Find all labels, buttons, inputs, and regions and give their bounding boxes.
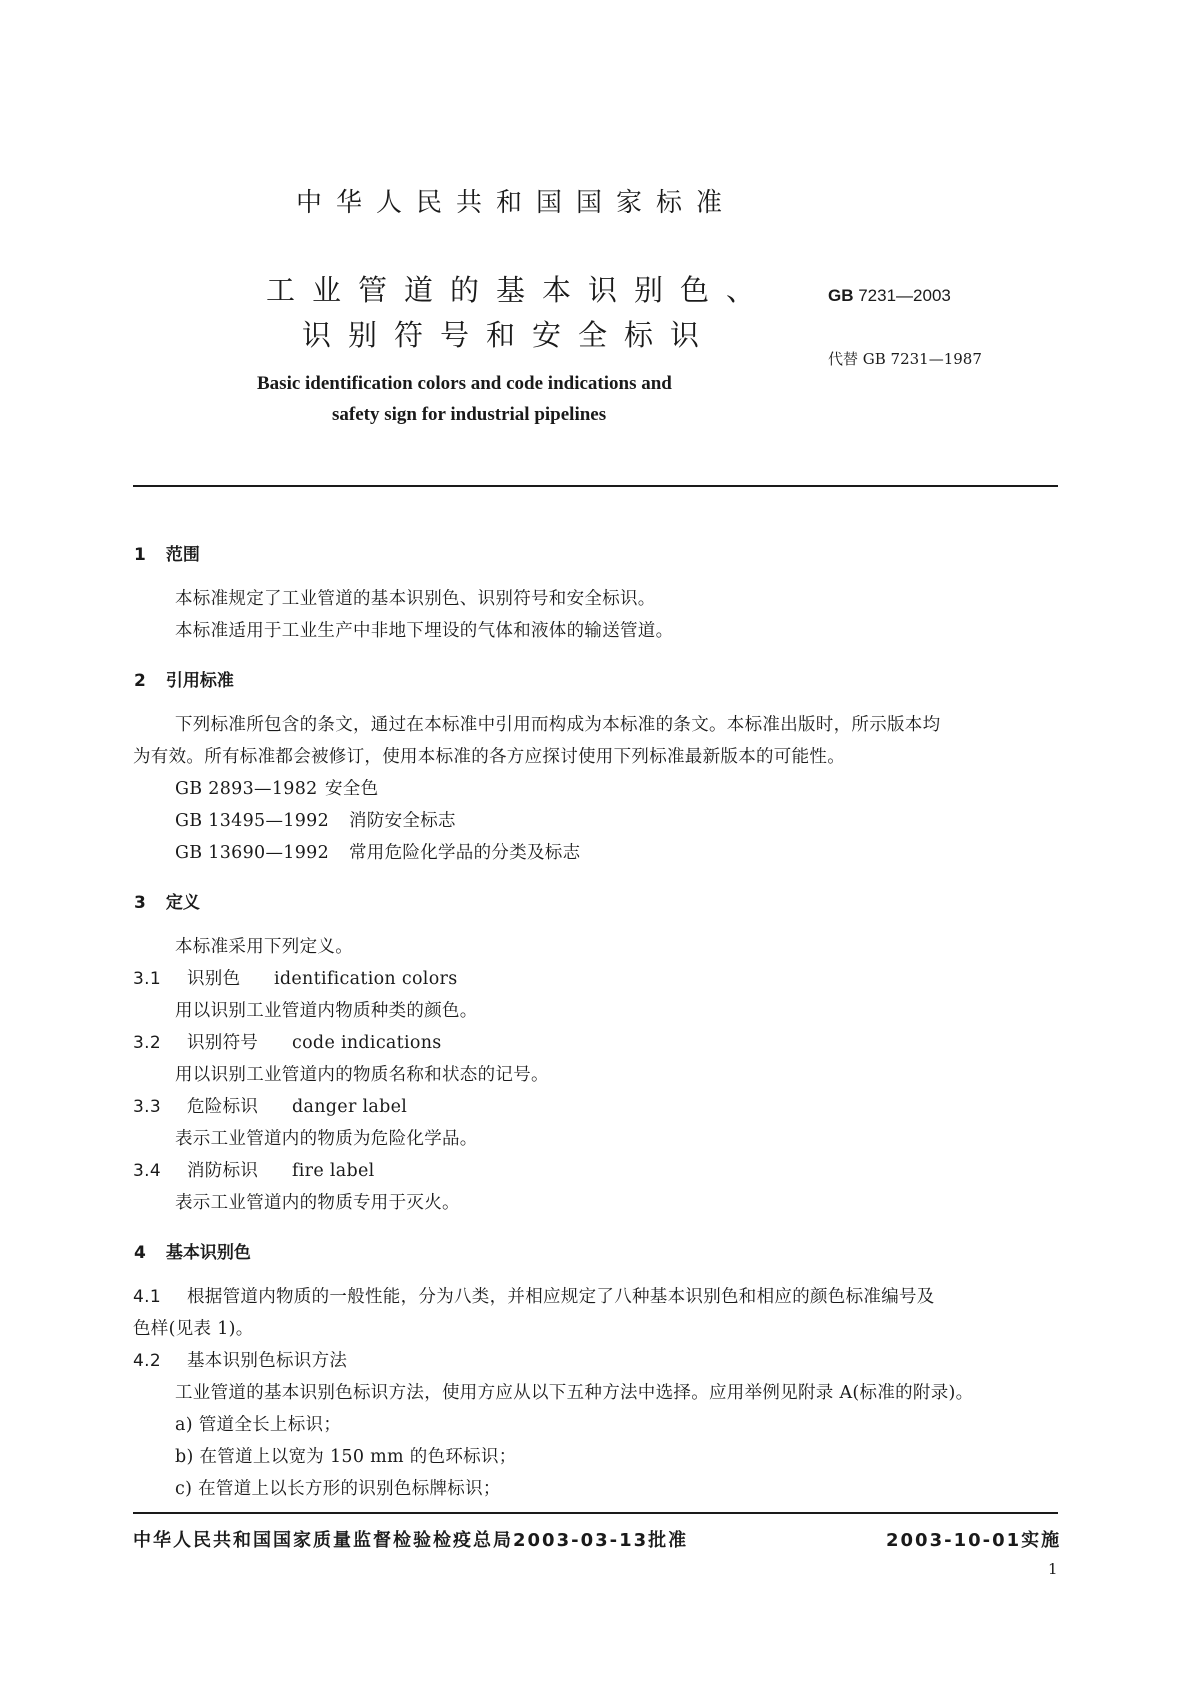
section-3-intro: 本标准采用下列定义。: [175, 937, 353, 957]
definition-english: code indications: [292, 1033, 442, 1053]
clause-4-1-line2: 色样(见表 1)。: [133, 1319, 254, 1339]
definition-term-row: [133, 1157, 375, 1182]
list-item: c) 在管道上以长方形的识别色标牌标识；: [175, 1479, 501, 1499]
definition-english: danger label: [292, 1097, 408, 1117]
definition-description: 表示工业管道内的物质为危险化学品。: [175, 1129, 478, 1149]
definition-english: identification colors: [274, 969, 458, 989]
definition-number: 3.2: [133, 1033, 161, 1053]
english-title-line2: safety sign for industrial pipelines: [332, 404, 607, 425]
definition-description: 用以识别工业管道内物质种类的颜色。: [175, 1001, 478, 1021]
section-2-number: 2: [134, 671, 146, 691]
clause-4-2-title: [133, 1347, 347, 1372]
section-3-number: 3: [134, 893, 146, 913]
section-1-number: 1: [134, 545, 146, 565]
section-2-title: 引用标准: [165, 671, 234, 691]
standard-number-value: 7231—2003: [853, 286, 951, 305]
clause-title: 基本识别色标识方法: [187, 1351, 348, 1371]
section-4-heading: [134, 1238, 251, 1263]
standard-prefix: GB: [828, 286, 854, 305]
definition-description: 用以识别工业管道内的物质名称和状态的记号。: [175, 1065, 549, 1085]
section-3-heading: [134, 888, 200, 913]
definition-term: 识别符号: [187, 1033, 259, 1053]
standard-number: [828, 286, 951, 306]
footer-divider: [133, 1512, 1058, 1514]
section-1-title: 范围: [165, 545, 200, 565]
approval-statement: 中华人民共和国国家质量监督检验检疫总局2003-03-13批准: [133, 1530, 689, 1551]
clause-text: 根据管道内物质的一般性能，分为八类，并相应规定了八种基本识别色和相应的颜色标准编号及: [187, 1287, 935, 1307]
reference-item: [175, 839, 580, 864]
definition-term: 消防标识: [187, 1161, 259, 1181]
section-1-paragraph-2: 本标准适用于工业生产中非地下埋设的气体和液体的输送管道。: [175, 621, 674, 641]
list-item: b) 在管道上以宽为 150 mm 的色环标识；: [175, 1447, 517, 1467]
definition-term-row: [133, 1029, 442, 1054]
definition-number: 3.1: [133, 969, 161, 989]
definition-number: 3.4: [133, 1161, 161, 1181]
document-title-line1: 工业管道的基本识别色、: [266, 273, 773, 307]
definition-description: 表示工业管道内的物质专用于灭火。: [175, 1193, 460, 1213]
section-4-number: 4: [134, 1243, 146, 1263]
effective-date: 2003-10-01实施: [886, 1530, 1062, 1551]
definition-term: 识别色: [187, 969, 241, 989]
clause-number: 4.2: [133, 1351, 161, 1371]
document-title-line2: 识别符号和安全标识: [302, 318, 717, 352]
header-divider: [133, 485, 1058, 487]
definition-term-row: [133, 1093, 407, 1118]
reference-title: 常用危险化学品的分类及标志: [349, 843, 581, 863]
clause-4-1-line1: [133, 1283, 935, 1308]
clause-number: 4.1: [133, 1287, 161, 1307]
reference-code: GB 13495—1992: [175, 811, 330, 831]
english-title-line1: Basic identification colors and code indications and: [257, 373, 672, 394]
section-4-title: 基本识别色: [165, 1243, 251, 1263]
section-2-paragraph-line2: 为有效。所有标准都会被修订，使用本标准的各方应探讨使用下列标准最新版本的可能性。: [133, 747, 845, 767]
reference-title: 安全色: [325, 779, 379, 799]
clause-4-2-paragraph: 工业管道的基本识别色标识方法，使用方应从以下五种方法中选择。应用举例见附录 A(标准的附录)。: [175, 1383, 974, 1403]
section-1-paragraph-1: 本标准规定了工业管道的基本识别色、识别符号和安全标识。: [175, 589, 656, 609]
reference-item: [175, 775, 378, 800]
list-item: a) 管道全长上标识；: [175, 1415, 342, 1435]
section-2-heading: [134, 666, 234, 691]
national-standard-label: 中华人民共和国国家标准: [296, 188, 737, 218]
definition-term-row: [133, 965, 457, 990]
definition-term: 危险标识: [187, 1097, 259, 1117]
reference-code: GB 2893—1982: [175, 779, 318, 799]
definition-number: 3.3: [133, 1097, 161, 1117]
reference-code: GB 13690—1992: [175, 843, 330, 863]
section-3-title: 定义: [165, 893, 200, 913]
definition-english: fire label: [292, 1161, 375, 1181]
section-1-heading: [134, 540, 200, 565]
reference-title: 消防安全标志: [349, 811, 456, 831]
reference-item: [175, 807, 456, 832]
page-number: 1: [1048, 1560, 1058, 1578]
replaces-standard: 代替 GB 7231—1987: [828, 350, 982, 368]
section-2-paragraph-line1: 下列标准所包含的条文，通过在本标准中引用而构成为本标准的条文。本标准出版时，所示版本均: [175, 715, 941, 735]
